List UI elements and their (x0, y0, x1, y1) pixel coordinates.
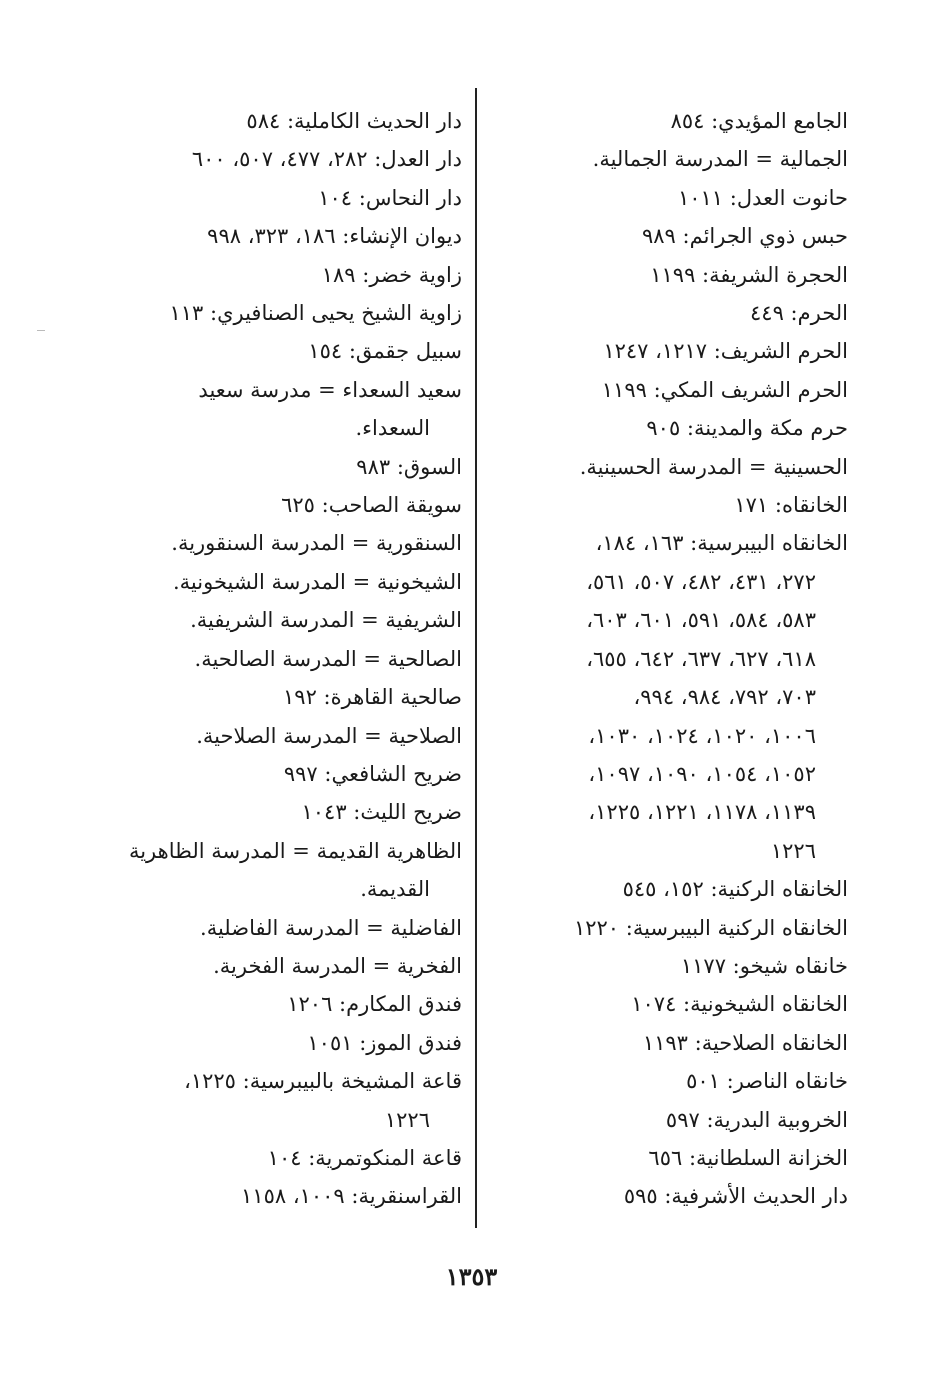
index-entry: خانقاه شيخو: ١١٧٧ (680, 953, 848, 978)
index-entry: قاعة المشيخة بالبيبرسية: ١٢٢٥، (184, 1069, 462, 1094)
index-entry: الحجرة الشريفة: ١١٩٩ (650, 262, 848, 287)
index-entry: الخزانة السلطانية: ٦٥٦ (648, 1145, 848, 1170)
index-entry: زاوية الشيخ يحيى الصنافيري: ١١٣ (169, 301, 462, 326)
index-entry: السنقورية = المدرسة السنقورية. (171, 531, 462, 556)
index-entry: الفاضلية = المدرسة الفاضلية. (200, 915, 462, 940)
index-entry-continuation: ١٠٠٦، ١٠٢٠، ١٠٢٤، ١٠٣٠، (588, 723, 816, 748)
index-entry: دار الحديث الأشرفية: ٥٩٥ (623, 1184, 848, 1209)
index-entry: الجمالية = المدرسة الجمالية. (592, 147, 848, 172)
page-number: ١٣٥٣ (445, 1262, 498, 1291)
index-entry: الصالحية = المدرسة الصالحية. (194, 646, 462, 671)
index-entry: الخانقاه الصلاحية: ١١٩٣ (642, 1030, 848, 1055)
index-entry: فندق المكارم: ١٢٠٦ (287, 992, 462, 1017)
index-entry: الحرم الشريف: ١٢١٧، ١٢٤٧ (603, 339, 848, 364)
index-entry-continuation: ١٢٢٦ (770, 838, 816, 863)
index-entry-continuation: ١٢٢٦ (384, 1107, 430, 1132)
index-entry-continuation: ١١٣٩، ١١٧٨، ١٢٢١، ١٢٢٥، (588, 800, 816, 825)
index-entry: الظاهرية القديمة = المدرسة الظاهرية (128, 838, 462, 863)
index-entry: الشريفية = المدرسة الشريفية. (190, 608, 462, 633)
index-entry: دار الحديث الكاملية: ٥٨٤ (246, 109, 462, 133)
index-column-right (488, 102, 848, 1216)
index-column-left (100, 102, 462, 1216)
index-entry: الجامع المؤيدي: ٨٥٤ (670, 109, 848, 133)
index-entry-continuation: ١٠٥٢، ١٠٥٤، ١٠٩٠، ١٠٩٧، (588, 761, 816, 786)
index-entry: الخانقاه الركنية البيبرسية: ١٢٢٠ (573, 915, 848, 940)
index-entry-continuation: ٦١٨، ٦٢٧، ٦٣٧، ٦٤٢، ٦٥٥، (586, 646, 816, 671)
index-entry: قاعة المنكوتمرية: ١٠٤ (267, 1145, 462, 1170)
index-entry: السوق: ٩٨٣ (356, 454, 462, 479)
index-entry: دار النحاس: ١٠٤ (318, 185, 462, 210)
index-entry: الحسينية = المدرسة الحسينية. (579, 454, 848, 479)
index-entry: سعيد السعداء = مدرسة سعيد (198, 377, 462, 402)
index-entry: سبيل جقمق: ١٥٤ (308, 339, 462, 364)
index-entry: الخانقاه: ١٧١ (734, 493, 848, 518)
index-entry: دار العدل: ٢٨٢، ٤٧٧، ٥٠٧، ٦٠٠ (191, 147, 462, 172)
index-entry: ضريح الليث: ١٠٤٣ (301, 800, 462, 825)
index-entry: الصلاحية = المدرسة الصلاحية. (196, 723, 462, 748)
index-entry: الحرم: ٤٤٩ (750, 301, 848, 326)
index-entry: الخانقاه البيبرسية: ١٦٣، ١٨٤، (595, 531, 848, 556)
index-entry: حرم مكة والمدينة: ٩٠٥ (646, 416, 848, 441)
index-entry: سويقة الصاحب: ٦٢٥ (281, 493, 462, 518)
index-entry: ديوان الإنشاء: ١٨٦، ٣٢٣، ٩٩٨ (207, 224, 462, 249)
index-entry: فندق الموز: ١٠٥١ (307, 1030, 462, 1055)
index-entry: زاوية خضر: ١٨٩ (321, 262, 462, 287)
column-divider (475, 88, 477, 1228)
index-entry: ضريح الشافعي: ٩٩٧ (283, 761, 462, 786)
index-entry: الخانقاه الشيخونية: ١٠٧٤ (631, 992, 848, 1017)
index-entry-continuation: ٥٨٣، ٥٨٤، ٥٩١، ٦٠١، ٦٠٣، (586, 608, 816, 633)
index-entry: الشيخونية = المدرسة الشيخونية. (173, 569, 462, 594)
index-entry: حبس ذوي الجرائم: ٩٨٩ (642, 224, 848, 249)
index-entry: الخروبية البدرية: ٥٩٧ (665, 1107, 848, 1132)
index-entry: خانقاه الناصر: ٥٠١ (686, 1069, 848, 1094)
index-entry: حانوت العدل: ١٠١١ (677, 185, 848, 210)
index-entry: الحرم الشريف المكي: ١١٩٩ (601, 377, 848, 402)
index-entry-continuation: ٧٠٣، ٧٩٢، ٩٨٤، ٩٩٤، (633, 685, 816, 710)
index-entry-continuation: السعداء. (355, 416, 430, 441)
index-entry: الفخرية = المدرسة الفخرية. (213, 953, 462, 978)
index-entry-continuation: القديمة. (360, 877, 430, 902)
index-entry: صالحية القاهرة: ١٩٢ (283, 685, 462, 710)
index-entry: الخانقاه الركنية: ١٥٢، ٥٤٥ (622, 877, 848, 902)
margin-mark (37, 330, 45, 331)
index-entry-continuation: ٢٧٢، ٤٣١، ٤٨٢، ٥٠٧، ٥٦١، (586, 569, 816, 594)
index-entry: القراسنقرية: ١٠٠٩، ١١٥٨ (241, 1184, 462, 1209)
